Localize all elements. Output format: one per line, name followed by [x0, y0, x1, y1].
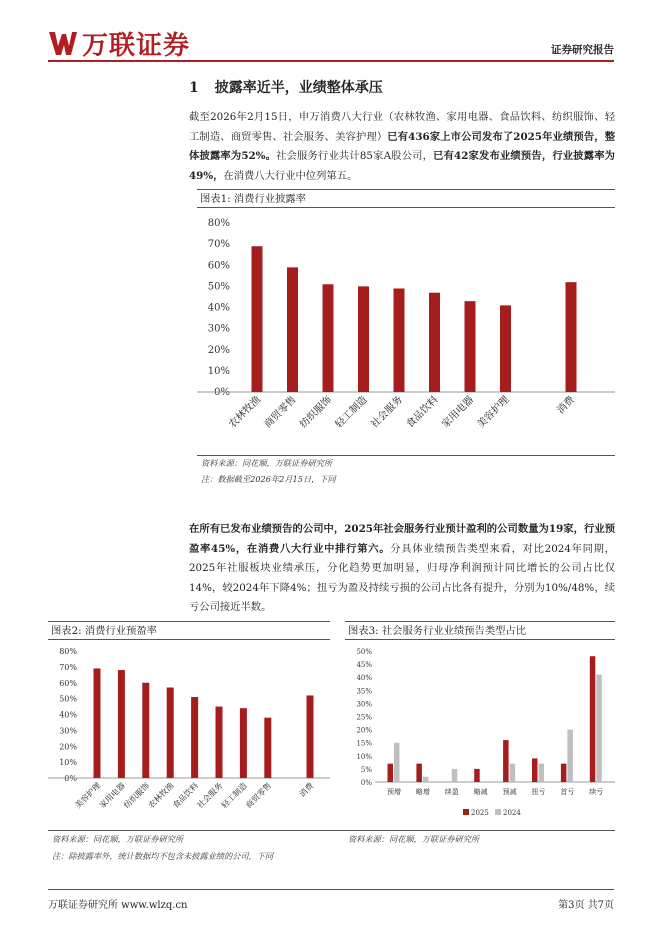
legend-label: 2024 [503, 809, 521, 817]
bar [596, 675, 602, 782]
figure1-bottom-rule [197, 455, 615, 456]
x-category-label: 纺织服饰 [298, 394, 335, 431]
x-category-label: 纺织服饰 [122, 781, 152, 811]
legend-label: 2025 [471, 809, 489, 817]
y-tick-label: 10% [356, 752, 372, 761]
bar [465, 301, 476, 392]
y-tick-label: 15% [356, 739, 372, 748]
bar [423, 777, 429, 782]
bar [532, 758, 538, 782]
y-tick-label: 50% [356, 648, 372, 656]
y-tick-label: 80% [59, 647, 77, 656]
x-category-label: 农林牧渔 [227, 394, 264, 431]
y-tick-label: 30% [207, 323, 230, 335]
bar [287, 267, 298, 392]
para2-text-1: 分具体业绩预告类型来看，对比2024年同期，2025年社服板块业绩承压，分化趋势更加明显，归母净利润预计同比增长的公司占比仅14%，较2024年下降4%；扭亏为盈及持续亏损的公司占比各有提升，分别为10%/48%，续亏公司接近半数。 [189, 542, 615, 613]
y-tick-label: 5% [360, 765, 372, 774]
x-category-label: 食品饮料 [404, 394, 441, 431]
x-category-label: 商贸零售 [262, 394, 299, 431]
x-category-label: 家用电器 [440, 394, 477, 431]
y-tick-label: 0% [64, 774, 77, 783]
y-tick-label: 60% [207, 260, 230, 272]
para1-bold-2: 已有42家发布业绩预告，行业披露率为49%， [189, 150, 615, 182]
y-tick-label: 20% [356, 726, 372, 735]
bar [307, 695, 314, 778]
y-tick-label: 70% [59, 662, 77, 672]
x-category-label: 预增 [387, 788, 401, 796]
x-category-label: 轻工制造 [219, 781, 249, 811]
y-tick-label: 0% [214, 387, 230, 398]
bar [358, 286, 369, 392]
figure1-chart [197, 212, 615, 454]
y-tick-label: 30% [59, 726, 77, 736]
y-tick-label: 40% [356, 674, 372, 683]
footer-website: 万联证券研究所 www.wlzq.cn [48, 900, 188, 911]
bar [567, 730, 573, 782]
para2-bold-1: 在所有已发布业绩预告的公司中，2025年社会服务行业预计盈利的公司数量为19家，行业预盈率45%，在消费八大行业中排行第六。 [189, 523, 615, 555]
paragraph-disclosure [189, 108, 615, 186]
bar [323, 284, 334, 392]
y-tick-label: 60% [59, 678, 77, 688]
logo-w-icon [48, 28, 78, 58]
x-category-label: 农林牧渔 [146, 781, 176, 811]
logo-text: 万联证券 [82, 30, 191, 61]
bar [429, 293, 440, 392]
bar [474, 769, 480, 782]
x-category-label: 美容护理 [475, 394, 512, 431]
x-category-label: 消费 [297, 781, 316, 799]
paragraph-profit [189, 520, 615, 618]
y-tick-label: 10% [59, 758, 77, 768]
bar [561, 764, 567, 782]
x-category-label: 续盈 [444, 788, 459, 796]
bar [416, 764, 422, 782]
figure2-header: 图表2: 消费行业预盈率 [48, 621, 330, 640]
y-tick-label: 45% [356, 661, 372, 670]
figure3-header: 图表3: 社会服务行业业绩预告类型占比 [345, 621, 615, 640]
x-category-label: 轻工制造 [333, 394, 370, 431]
figure2-note: 注：除披露率外，统计数据均不包含未披露业绩的公司，下同 [52, 851, 274, 861]
bar [394, 743, 400, 782]
report-type-label: 证券研究报告 [551, 44, 614, 56]
figure3-chart [345, 643, 615, 828]
y-tick-label: 50% [207, 281, 230, 293]
page-number: 第3页 共7页 [558, 900, 614, 911]
x-category-label: 略减 [473, 788, 488, 796]
figure1-header: 图表1: 消费行业披露率 [197, 189, 615, 208]
x-category-label: 预减 [502, 788, 517, 796]
bar [566, 282, 577, 392]
footer-divider [48, 889, 614, 890]
y-tick-label: 0% [360, 779, 372, 787]
y-tick-label: 20% [207, 344, 230, 356]
bar [142, 683, 149, 778]
y-tick-label: 70% [207, 239, 230, 251]
x-category-label: 美容护理 [73, 781, 103, 811]
bar [388, 764, 394, 782]
bar [394, 288, 405, 392]
para1-text-1: 截至2026年2月15日，申万消费八大行业（农林牧渔、家用电器、食品饮料、纺织服饰、轻工制造、商贸零售、社会服务、美容护理） [189, 111, 615, 143]
section-number: 1 [189, 80, 199, 96]
figures-bottom-rule [48, 830, 615, 831]
bar [216, 707, 223, 778]
figure1-note: 注：数据截至2026年2月15日，下同 [201, 474, 336, 484]
bar [118, 670, 125, 778]
bar [510, 764, 515, 782]
header-divider [48, 60, 614, 62]
section-title-text: 披露率近半，业绩整体承压 [214, 80, 383, 96]
bar [500, 305, 511, 392]
bar [539, 764, 545, 782]
y-tick-label: 10% [207, 365, 230, 377]
bar [590, 656, 596, 782]
x-category-label: 续亏 [589, 788, 604, 796]
figure2-source: 资料来源：同花顺，万联证券研究所 [52, 834, 184, 844]
figure1-source: 资料来源：同花顺，万联证券研究所 [201, 458, 333, 468]
x-category-label: 社会服务 [195, 781, 225, 811]
x-category-label: 扭亏 [531, 788, 546, 796]
para1-bold-1: 已有436家上市公司发布了2025年业绩预告，整体披露率为52%。 [189, 130, 616, 162]
y-tick-label: 50% [59, 694, 77, 704]
section-title [189, 77, 383, 97]
y-tick-label: 35% [356, 687, 372, 696]
x-category-label: 社会服务 [369, 394, 406, 431]
y-tick-label: 80% [207, 218, 230, 229]
y-tick-label: 40% [59, 710, 77, 720]
para1-text-3: 在消费八大行业中位列第五。 [223, 169, 358, 182]
bar [264, 718, 271, 778]
y-tick-label: 25% [356, 713, 372, 722]
x-category-label: 首亏 [560, 788, 575, 796]
legend-swatch [495, 809, 501, 815]
bar [452, 769, 458, 782]
y-tick-label: 20% [59, 742, 77, 752]
x-category-label: 商贸零售 [244, 781, 274, 811]
figure2-chart [48, 643, 330, 828]
x-category-label: 略增 [415, 788, 430, 796]
y-tick-label: 40% [207, 302, 230, 314]
y-tick-label: 30% [356, 700, 372, 709]
x-category-label: 食品饮料 [171, 781, 201, 811]
bar [94, 668, 101, 778]
figure3-source: 资料来源：同花顺，万联证券研究所 [348, 834, 480, 844]
bar [240, 708, 247, 778]
company-logo [48, 28, 191, 61]
x-category-label: 消费 [555, 394, 578, 417]
bar [167, 688, 174, 778]
legend-swatch [463, 809, 469, 815]
para1-text-2: 社会服务行业共计85家A股公司， [276, 150, 434, 162]
bar [503, 740, 509, 782]
bar [191, 697, 198, 778]
x-category-label: 家用电器 [97, 781, 127, 811]
bar [252, 246, 263, 392]
